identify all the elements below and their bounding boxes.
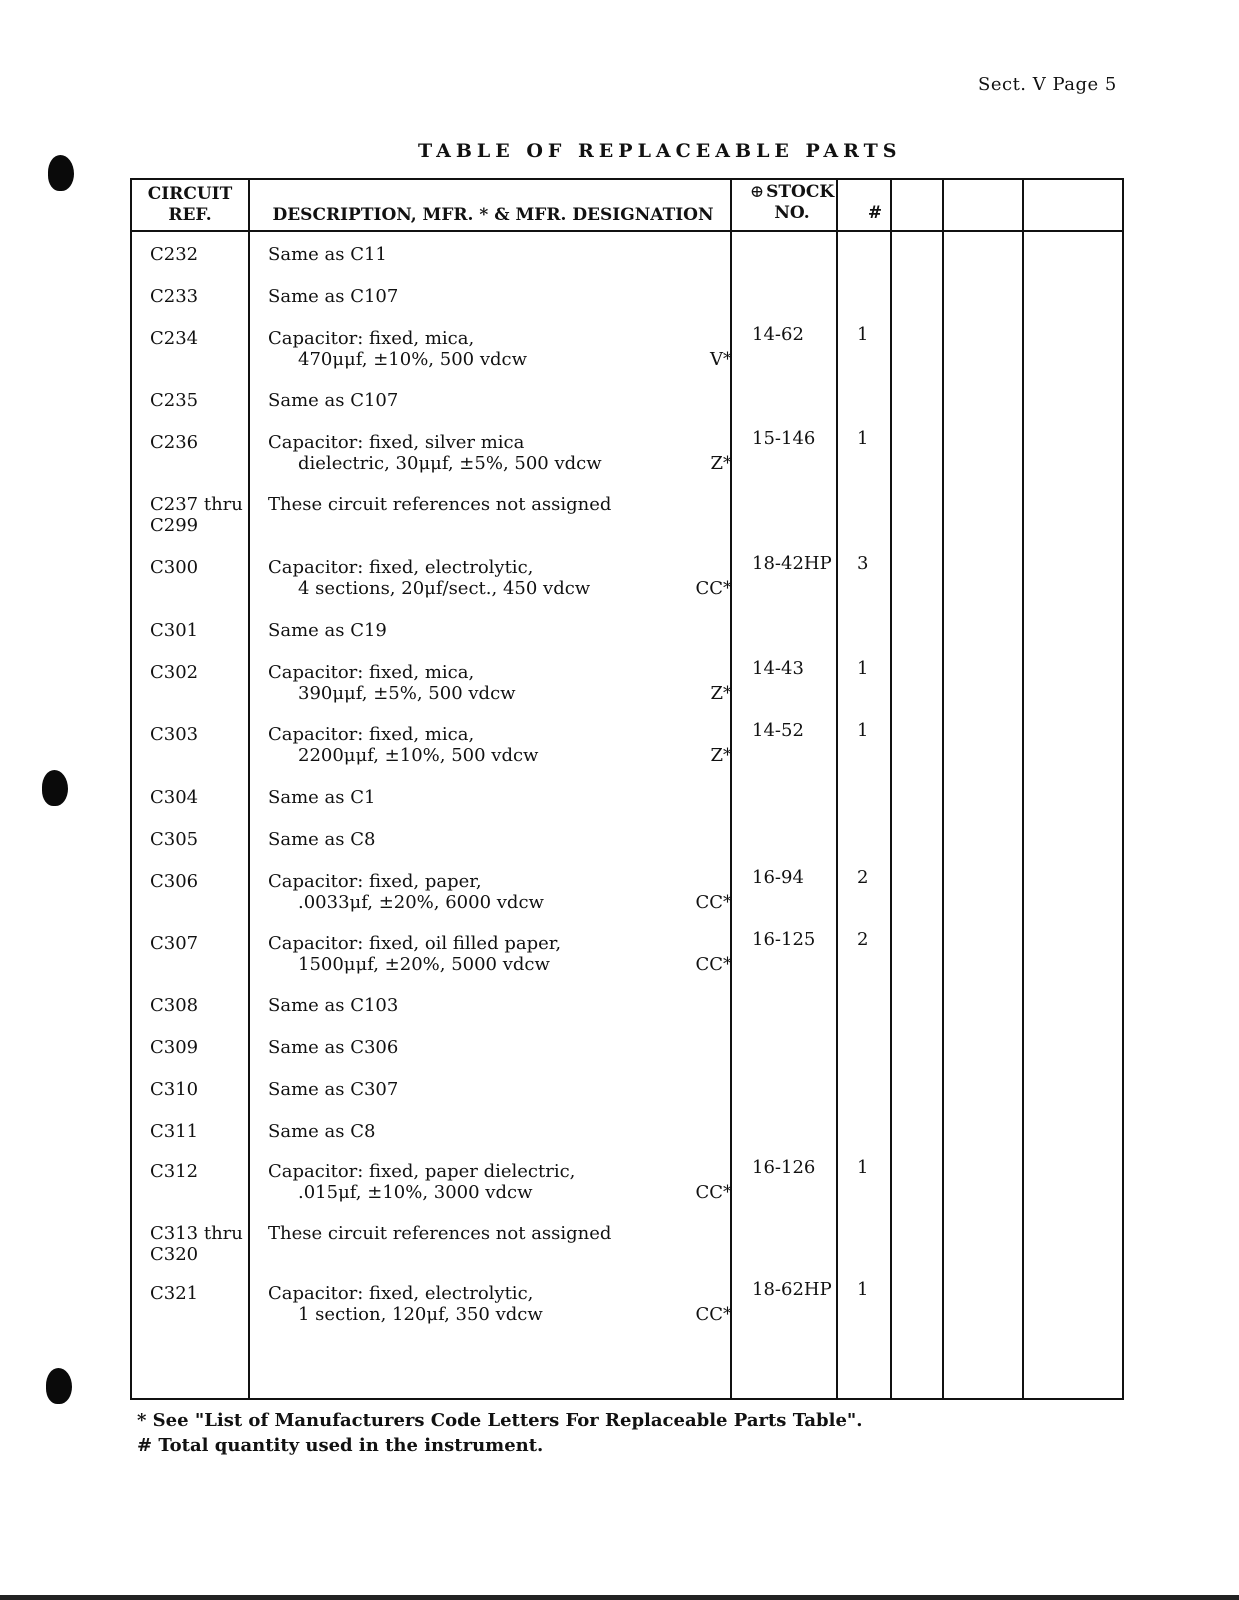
manufacturer-code: CC* xyxy=(695,954,732,975)
manufacturer-code: CC* xyxy=(695,578,732,599)
description xyxy=(268,1121,628,1142)
description-line-1: Same as C11 xyxy=(268,244,387,265)
column-divider xyxy=(942,180,944,1398)
circuit-ref: C306 xyxy=(150,871,199,892)
description-line-1: Same as C107 xyxy=(268,286,399,307)
description-line-2: dielectric, 30μμf, ±5%, 500 vdcw xyxy=(298,453,602,474)
circuit-ref: C312 xyxy=(150,1161,199,1182)
footnotes xyxy=(137,1408,863,1458)
footnote-quantity: # Total quantity used in the instrument. xyxy=(137,1435,544,1456)
circuit-ref: C301 xyxy=(150,620,199,641)
description xyxy=(268,328,628,370)
description xyxy=(268,286,628,307)
column-divider xyxy=(890,180,892,1398)
description-line-2: 390μμf, ±5%, 500 vdcw xyxy=(298,683,516,704)
circuit-ref: C237 thru C299 xyxy=(150,494,243,536)
circuit-ref: C300 xyxy=(150,557,199,578)
page-header: Sect. V Page 5 xyxy=(978,74,1117,95)
circuit-ref: C236 xyxy=(150,432,199,453)
header-quantity: # xyxy=(867,203,883,223)
circuit-ref: C232 xyxy=(150,244,199,265)
description-line-2: 1500μμf, ±20%, 5000 vdcw xyxy=(298,954,550,975)
description xyxy=(268,787,628,808)
description xyxy=(268,662,628,704)
circuit-ref: C313 thru C320 xyxy=(150,1223,243,1265)
description xyxy=(268,432,628,474)
stock-number: 15-146 xyxy=(752,428,816,449)
stock-number: 16-94 xyxy=(752,867,804,888)
description-line-2: 470μμf, ±10%, 500 vdcw xyxy=(298,349,528,370)
description-line-1: Capacitor: fixed, electrolytic, xyxy=(268,557,534,578)
stock-number: 14-62 xyxy=(752,324,804,345)
circuit-ref: C308 xyxy=(150,995,199,1016)
manufacturer-code: Z* xyxy=(710,453,732,474)
circuit-ref: C307 xyxy=(150,933,199,954)
manufacturer-code: Z* xyxy=(710,745,732,766)
description-line-1: Capacitor: fixed, paper dielectric, xyxy=(268,1161,576,1182)
description-line-2: .015μf, ±10%, 3000 vdcw xyxy=(298,1182,533,1203)
description-line-1: Same as C306 xyxy=(268,1037,399,1058)
circuit-ref: C304 xyxy=(150,787,199,808)
description xyxy=(268,1037,628,1058)
quantity: 1 xyxy=(857,1279,869,1300)
quantity: 1 xyxy=(857,324,869,345)
description-line-1: Capacitor: fixed, mica, xyxy=(268,724,475,745)
quantity: 1 xyxy=(857,428,869,449)
description-line-2: 1 section, 120μf, 350 vdcw xyxy=(298,1304,543,1325)
scan-edge xyxy=(0,1595,1239,1600)
circuit-ref: C234 xyxy=(150,328,199,349)
description xyxy=(268,829,628,850)
description xyxy=(268,724,628,766)
description-line-1: Capacitor: fixed, mica, xyxy=(268,662,475,683)
description-line-1: Capacitor: fixed, electrolytic, xyxy=(268,1283,534,1304)
circuit-ref: C310 xyxy=(150,1079,199,1100)
stock-number: 14-52 xyxy=(752,720,804,741)
stock-number: 18-62HP xyxy=(752,1279,832,1300)
description-line-2: 2200μμf, ±10%, 500 vdcw xyxy=(298,745,539,766)
stock-number: 18-42HP xyxy=(752,553,832,574)
description-line-1: These circuit references not assigned xyxy=(268,494,612,515)
description-line-1: Same as C307 xyxy=(268,1079,399,1100)
description xyxy=(268,244,628,265)
circuit-ref: C305 xyxy=(150,829,199,850)
binder-hole xyxy=(48,155,74,191)
quantity: 1 xyxy=(857,720,869,741)
header-rule xyxy=(132,230,1122,232)
description xyxy=(268,1283,628,1325)
quantity: 1 xyxy=(857,658,869,679)
quantity: 2 xyxy=(857,929,869,950)
column-divider xyxy=(836,180,838,1398)
description xyxy=(268,995,628,1016)
description xyxy=(268,1161,628,1203)
description xyxy=(268,494,628,515)
circuit-ref: C303 xyxy=(150,724,199,745)
header-stock-label: STOCK NO. xyxy=(766,182,835,223)
description-line-1: Same as C107 xyxy=(268,390,399,411)
quantity: 3 xyxy=(857,553,869,574)
manufacturer-code: CC* xyxy=(695,1304,732,1325)
binder-hole xyxy=(46,1368,72,1404)
parts-table xyxy=(130,178,1124,1400)
manufacturer-code: V* xyxy=(710,349,732,370)
description-line-1: Same as C8 xyxy=(268,1121,376,1142)
circuit-ref: C321 xyxy=(150,1283,199,1304)
circuit-ref: C235 xyxy=(150,390,199,411)
description xyxy=(268,1223,628,1244)
manufacturer-code: CC* xyxy=(695,892,732,913)
description-line-1: Same as C103 xyxy=(268,995,399,1016)
description xyxy=(268,1079,628,1100)
quantity: 1 xyxy=(857,1157,869,1178)
description xyxy=(268,557,628,599)
description-line-1: Capacitor: fixed, paper, xyxy=(268,871,482,892)
header-stock-no xyxy=(738,182,846,224)
circuit-ref: C302 xyxy=(150,662,199,683)
manufacturer-code: CC* xyxy=(695,1182,732,1203)
header-description: DESCRIPTION, MFR. * & MFR. DESIGNATION xyxy=(272,205,714,225)
description-line-1: Capacitor: fixed, oil filled paper, xyxy=(268,933,562,954)
stock-number: 14-43 xyxy=(752,658,804,679)
circuit-ref: C311 xyxy=(150,1121,199,1142)
quantity: 2 xyxy=(857,867,869,888)
hp-logo-icon: ⊕ xyxy=(749,182,765,202)
column-divider xyxy=(1022,180,1024,1398)
stock-number: 16-125 xyxy=(752,929,816,950)
circuit-ref: C309 xyxy=(150,1037,199,1058)
description-line-1: Same as C19 xyxy=(268,620,387,641)
description-line-1: These circuit references not assigned xyxy=(268,1223,612,1244)
table-title: TABLE OF REPLACEABLE PARTS xyxy=(418,140,902,162)
manufacturer-code: Z* xyxy=(710,683,732,704)
stock-number: 16-126 xyxy=(752,1157,816,1178)
description xyxy=(268,390,628,411)
description-line-2: .0033μf, ±20%, 6000 vdcw xyxy=(298,892,544,913)
description xyxy=(268,933,628,975)
header-circuit-ref: CIRCUIT REF. xyxy=(147,184,233,225)
description xyxy=(268,620,628,641)
description-line-1: Same as C1 xyxy=(268,787,376,808)
binder-hole xyxy=(42,770,68,806)
description-line-1: Same as C8 xyxy=(268,829,376,850)
description xyxy=(268,871,628,913)
description-line-2: 4 sections, 20μf/sect., 450 vdcw xyxy=(298,578,591,599)
footnote-manufacturers: * See "List of Manufacturers Code Letters For Replaceable Parts Table". xyxy=(137,1410,863,1431)
description-line-1: Capacitor: fixed, mica, xyxy=(268,328,475,349)
description-line-1: Capacitor: fixed, silver mica xyxy=(268,432,525,453)
circuit-ref: C233 xyxy=(150,286,199,307)
